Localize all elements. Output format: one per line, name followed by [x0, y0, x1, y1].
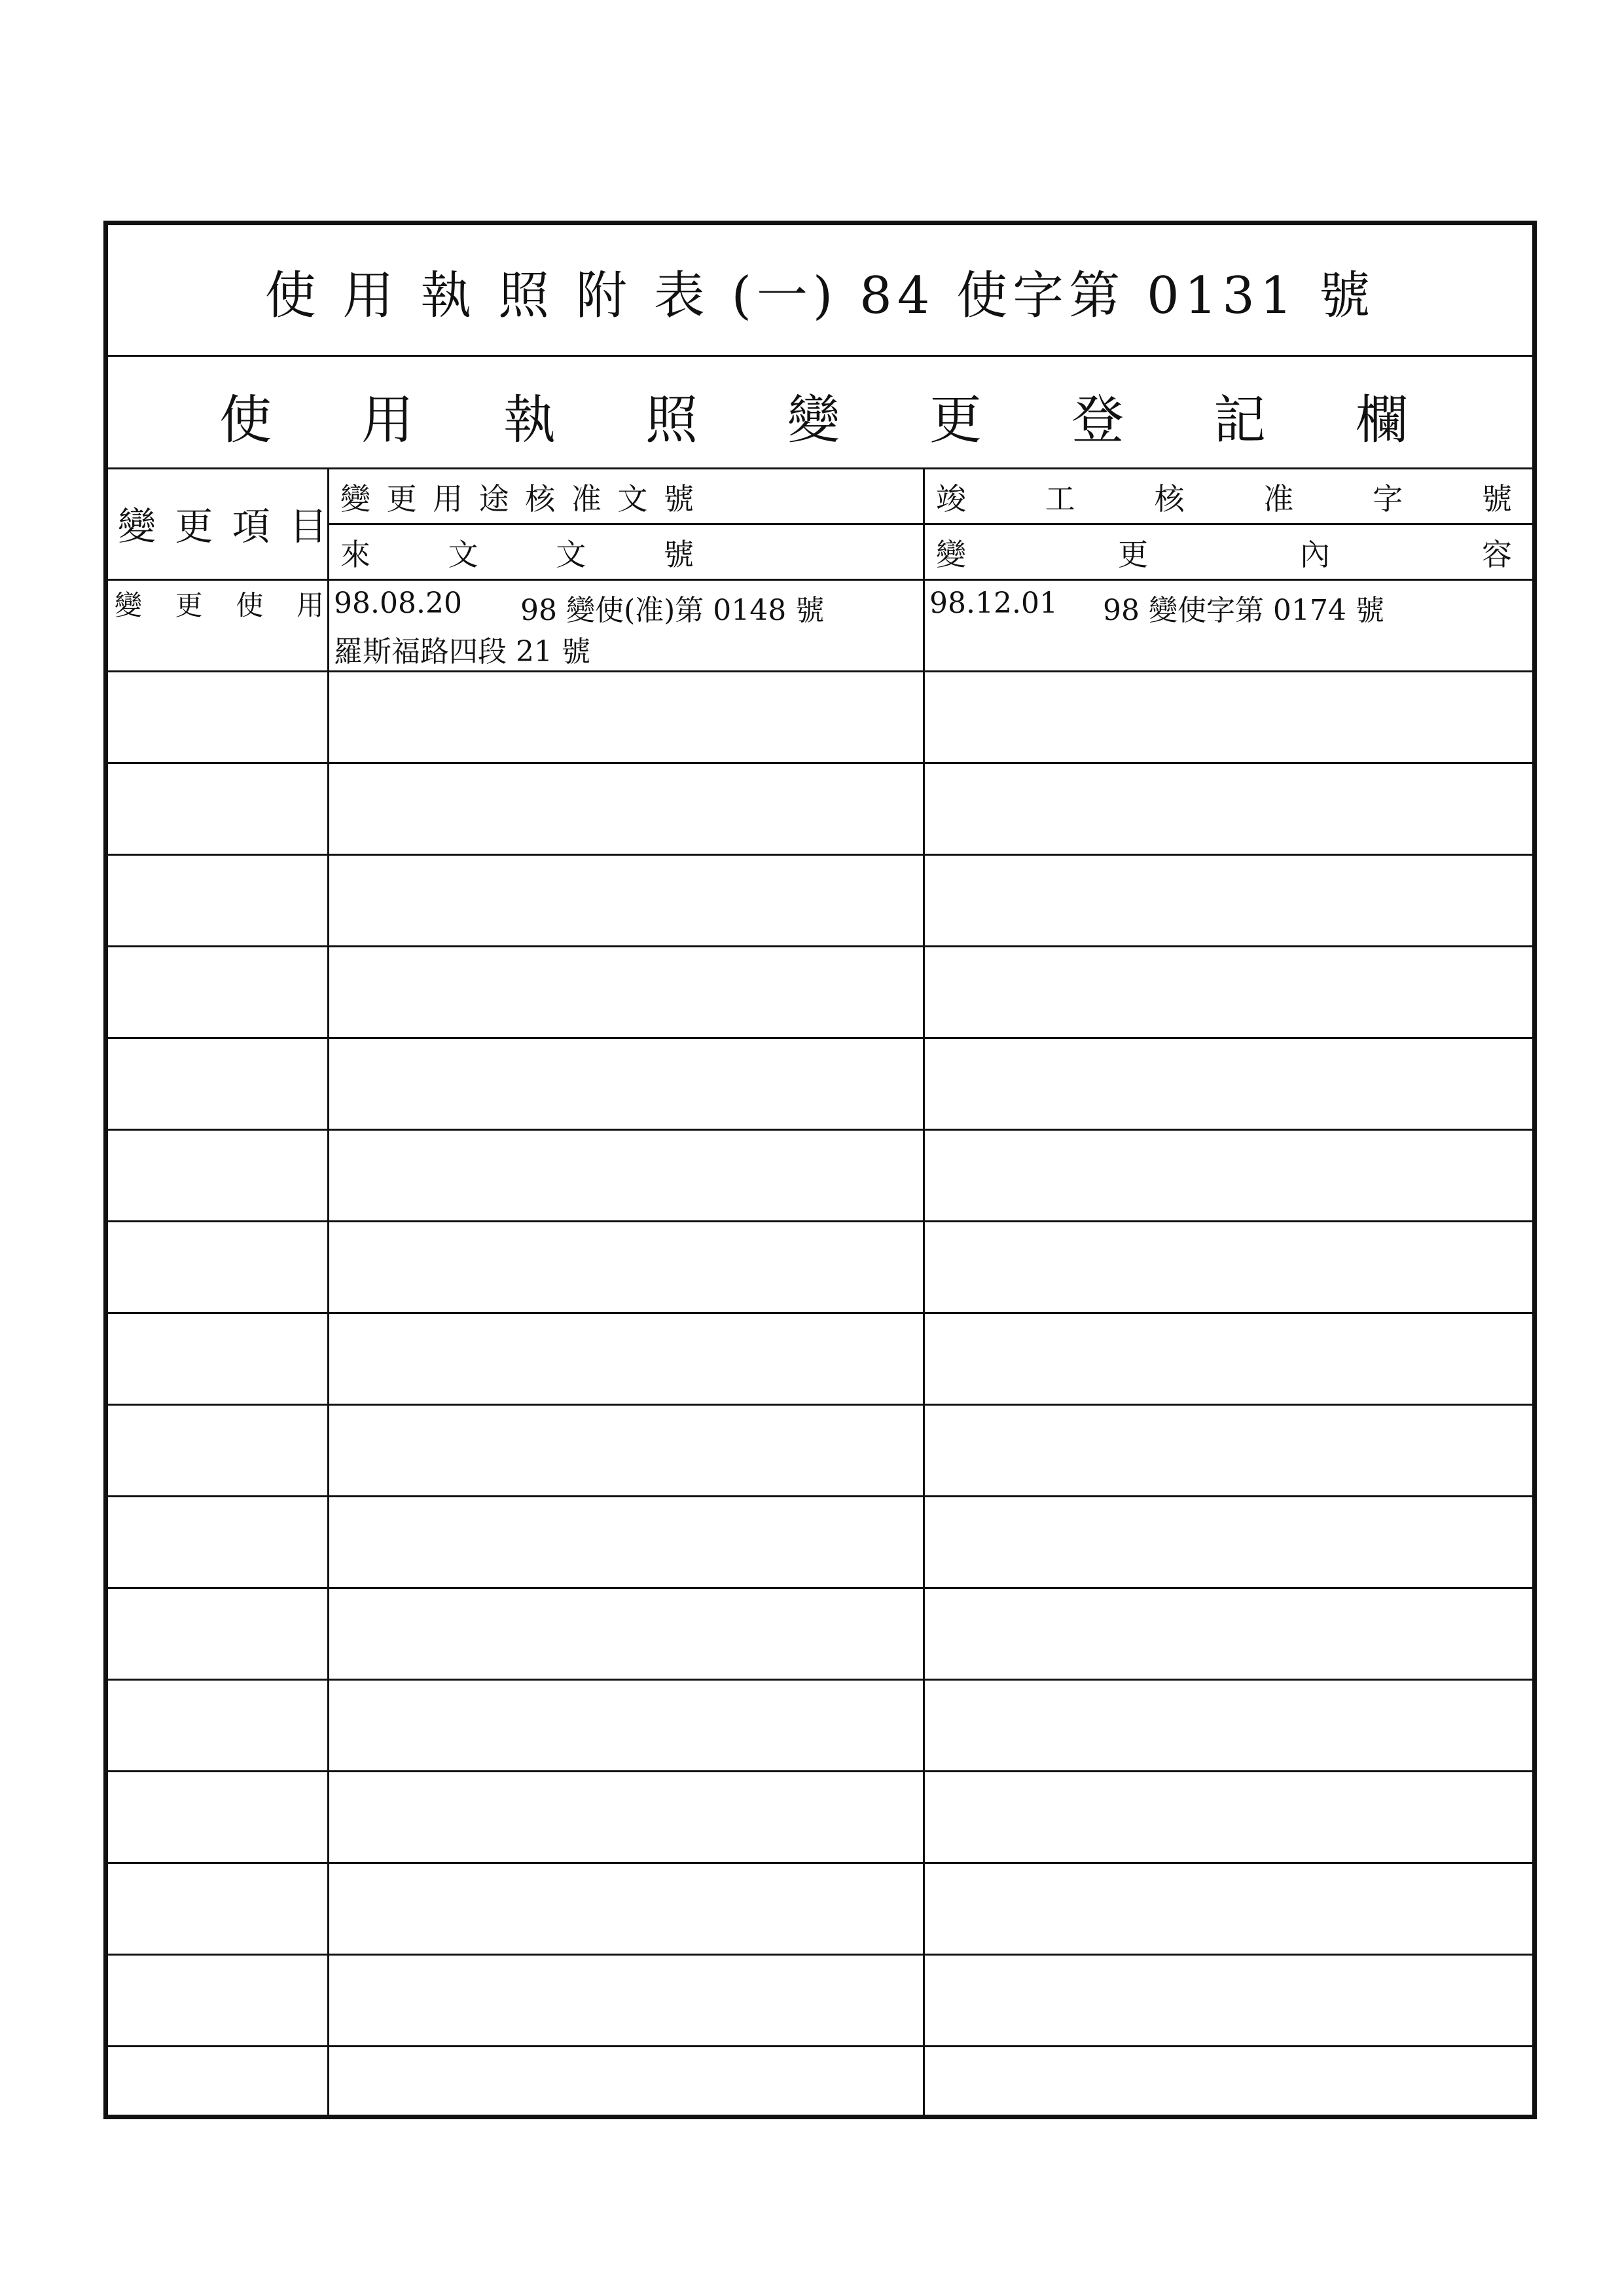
table-row-divider: [108, 1312, 1532, 1314]
table-row-divider: [108, 762, 1532, 764]
table-row-divider: [108, 1129, 1532, 1131]
table-row-divider: [108, 1495, 1532, 1497]
record-approval-date: 98.08.20: [334, 587, 462, 620]
record-address: 羅斯福路四段 21 號: [334, 635, 590, 668]
table-row-divider: [108, 1587, 1532, 1589]
table-row-divider: [108, 1679, 1532, 1681]
table-row-divider: [108, 670, 1532, 672]
banner-char: 登: [1071, 389, 1124, 450]
header-completion-no: 竣 工 核 准 字 號: [936, 481, 1512, 517]
banner-char: 記: [1214, 389, 1266, 450]
record-completion-date: 98.12.01: [929, 587, 1058, 620]
table-row-divider: [108, 1404, 1532, 1406]
column-divider-left: [327, 467, 329, 2115]
header-change-item: 變 更 項 目: [118, 504, 327, 549]
record-change-item: 變 更 使 用: [115, 589, 324, 621]
banner-char: 使: [219, 389, 272, 450]
column-divider-right: [923, 467, 925, 2115]
header-source-doc: 來 文 文 號: [340, 537, 694, 572]
permit-table-frame: [103, 221, 1537, 2119]
table-row-divider: [108, 1770, 1532, 1772]
header-change-content: 變 更 內 容: [936, 537, 1512, 572]
document-title: 使 用 執 照 附 表 (一) 84 使字第 0131 號: [264, 266, 1376, 325]
table-row-divider: [108, 1220, 1532, 1222]
banner-char: 欄: [1356, 389, 1408, 450]
record-completion-no: 98 變使字第 0174 號: [1103, 594, 1384, 627]
banner-char: 更: [929, 389, 982, 450]
banner-char: 執: [503, 389, 556, 450]
banner-char: 照: [645, 389, 698, 450]
table-row-divider: [108, 1954, 1532, 1956]
header-approval-doc: 變 更 用 途 核 准 文 號: [340, 481, 694, 517]
banner-char: 變: [787, 389, 840, 450]
table-row-divider: [108, 854, 1532, 856]
ruled-rows: [108, 225, 1532, 2115]
table-row-divider: [108, 2045, 1532, 2047]
record-approval-no: 98 變使(准)第 0148 號: [520, 594, 825, 627]
table-row-divider: [108, 1862, 1532, 1864]
table-row-divider: [108, 1037, 1532, 1039]
table-row-divider: [108, 945, 1532, 947]
banner-char: 用: [361, 389, 414, 450]
